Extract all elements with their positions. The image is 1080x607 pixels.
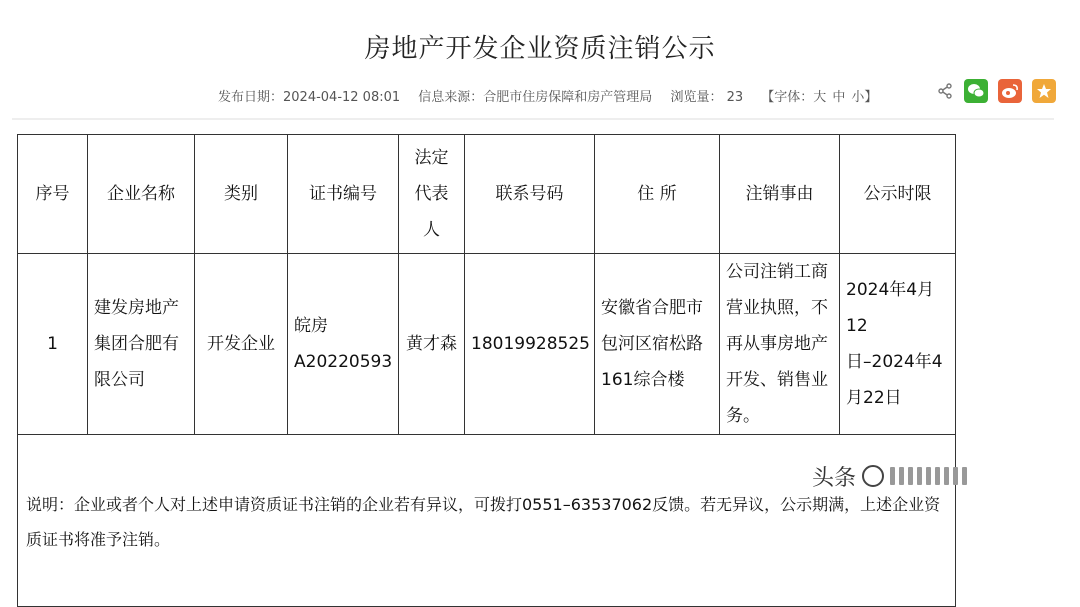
- table-header-row: [18, 135, 956, 254]
- info-source: 信息来源：合肥市住房保障和房产管理局: [418, 90, 653, 105]
- font-medium-button[interactable]: 中: [832, 90, 846, 105]
- font-suffix: 】: [864, 90, 878, 105]
- weibo-icon[interactable]: [998, 79, 1022, 103]
- font-small-button[interactable]: 小: [851, 90, 865, 105]
- cell-category: 开发企业: [195, 254, 288, 435]
- col-address: 住 所: [595, 135, 720, 254]
- cell-cert-no: 皖房 A20220593: [288, 254, 399, 435]
- note-text: 说明：企业或者个人对上述申请资质证书注销的企业若有异议，可拨打0551–63537062反馈。若无异议，公示期满，上述企业资质证书将准予注销。: [18, 435, 956, 607]
- col-category: 类别: [195, 135, 288, 254]
- font-large-button[interactable]: 大: [813, 90, 827, 105]
- cell-phone: 18019928525: [465, 254, 595, 435]
- publish-date: 发布日期：2024-04-12 08:01: [218, 90, 401, 105]
- share-bar: [936, 79, 1056, 103]
- cell-index: 1: [18, 254, 88, 435]
- col-company: 企业名称: [88, 135, 195, 254]
- share-icon[interactable]: [936, 79, 954, 103]
- cell-reason: 公司注销工商 营业执照，不 再从事房地产 开发、销售业 务。: [720, 254, 840, 435]
- cell-company: 建发房地产 集团合肥有 限公司: [88, 254, 195, 435]
- cell-address: 安徽省合肥市 包河区宿松路 161综合楼: [595, 254, 720, 435]
- article-meta: [218, 86, 891, 105]
- watermark-text: 头条: [812, 465, 857, 491]
- font-prefix: 【字体：: [761, 90, 814, 105]
- table-row: [18, 254, 956, 435]
- favorite-icon[interactable]: [1032, 79, 1056, 103]
- deregistration-table: [17, 134, 956, 607]
- page-title: 房地产开发企业资质注销公示: [364, 34, 716, 64]
- col-index: 序号: [18, 135, 88, 254]
- col-period: 公示时限: [840, 135, 956, 254]
- col-phone: 联系号码: [465, 135, 595, 254]
- col-legal-rep: 法定 代表 人: [399, 135, 465, 254]
- cell-period: 2024年4月12 日–2024年4 月22日: [840, 254, 956, 435]
- cell-legal-rep: 黄才森: [399, 254, 465, 435]
- font-size-switcher: [761, 90, 877, 105]
- toutiao-watermark: [812, 458, 967, 494]
- watermark-bars-icon: [890, 467, 967, 485]
- watermark-logo-icon: [862, 465, 884, 487]
- col-reason: 注销事由: [720, 135, 840, 254]
- wechat-icon[interactable]: [964, 79, 988, 103]
- header-divider: [12, 118, 1054, 120]
- col-cert-no: 证书编号: [288, 135, 399, 254]
- view-count: 浏览量： 23: [670, 90, 744, 105]
